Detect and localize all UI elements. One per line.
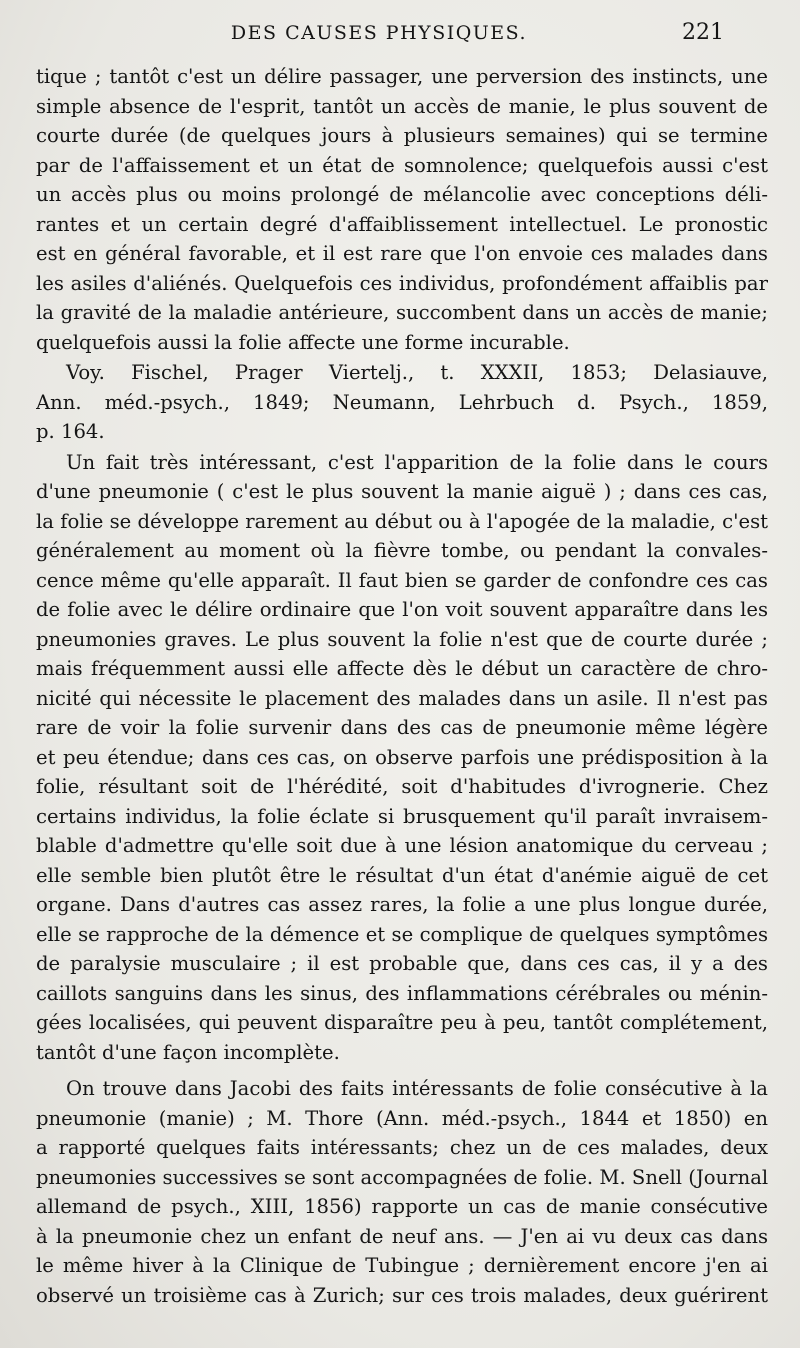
text-line: tantôt d'une façon incomplète.	[36, 1040, 340, 1064]
text-line: pneumonie (manie) ; M. Thore (Ann. méd.-psych., 1844 et 1850) en	[36, 1106, 768, 1130]
text-line: elle semble bien plutôt être le résultat d'un état d'anémie aiguë de cet	[36, 863, 768, 887]
text-line: un accès plus ou moins prolongé de mélancolie avec conceptions déli-	[36, 183, 768, 206]
page-number: 221	[682, 20, 724, 45]
text-line: blable d'admettre qu'elle soit due à une lésion anatomique du cerveau ;	[36, 834, 768, 857]
paragraph-references	[36, 358, 768, 447]
page-header	[34, 22, 724, 50]
text-line: a rapporté quelques faits intéressants; chez un de ces malades, deux	[36, 1136, 768, 1159]
text-line: elle se rapproche de la démence et se complique de quelques symptômes	[36, 922, 768, 946]
text-line: On trouve dans Jacobi des faits intéressants de folie consécutive à la	[66, 1077, 768, 1100]
text-line: rantes et un certain degré d'affaiblissement intellectuel. Le pronostic	[36, 212, 768, 236]
paragraph-pneumonia-insanity	[36, 448, 768, 1068]
body-text	[36, 62, 768, 1311]
paragraph-case-reports	[36, 1074, 768, 1310]
text-line: rare de voir la folie survenir dans des cas de pneumonie même légère	[36, 716, 768, 739]
text-line: quelquefois aussi la folie affecte une forme incurable.	[36, 330, 570, 354]
text-line: Ann. méd.-psych., 1849; Neumann, Lehrbuch d. Psych., 1859,	[36, 390, 768, 414]
text-line: observé un troisième cas à Zurich; sur ces trois malades, deux guérirent	[36, 1283, 768, 1307]
text-line: gées localisées, qui peuvent disparaître peu à peu, tantôt complétement,	[36, 1011, 768, 1034]
text-line: allemand de psych., XIII, 1856) rapporte un cas de manie consécutive	[36, 1195, 768, 1218]
text-line: courte durée (de quelques jours à plusieurs semaines) qui se termine	[36, 124, 768, 147]
text-line: simple absence de l'esprit, tantôt un accès de manie, le plus souvent de	[36, 94, 768, 118]
text-line: est en général favorable, et il est rare que l'on envoie ces malades dans	[36, 242, 768, 265]
text-line: caillots sanguins dans les sinus, des inflammations cérébrales ou ménin-	[36, 981, 768, 1005]
text-line: de paralysie musculaire ; il est probable que, dans ces cas, il y a des	[36, 952, 768, 975]
text-line: p. 164.	[36, 420, 105, 443]
text-line: la folie se développe rarement au début ou à l'apogée de la maladie, c'est	[36, 509, 768, 533]
text-line: généralement au moment où la fièvre tombe, ou pendant la convales-	[36, 539, 768, 562]
text-line: et peu étendue; dans ces cas, on observe parfois une prédisposition à la	[36, 745, 768, 769]
text-line: Un fait très intéressant, c'est l'apparition de la folie dans le cours	[66, 450, 768, 474]
text-line: la gravité de la maladie antérieure, succombent dans un accès de manie;	[36, 301, 768, 324]
text-line: cence même qu'elle apparaît. Il faut bien se garder de confondre ces cas	[36, 568, 768, 592]
text-line: de folie avec le délire ordinaire que l'on voit souvent apparaître dans les	[36, 598, 768, 621]
text-line: pneumonies graves. Le plus souvent la folie n'est que de courte durée ;	[36, 627, 768, 651]
text-line: organe. Dans d'autres cas assez rares, la folie a une plus longue durée,	[36, 893, 768, 916]
text-line: folie, résultant soit de l'hérédité, soit d'habitudes d'ivrognerie. Chez	[36, 775, 768, 798]
text-line: le même hiver à la Clinique de Tubingue ; dernièrement encore j'en ai	[36, 1254, 768, 1277]
text-line: à la pneumonie chez un enfant de neuf ans. — J'en ai vu deux cas dans	[36, 1224, 768, 1248]
paragraph-delirium-forms	[36, 62, 768, 357]
text-line: certains individus, la folie éclate si brusquement qu'il paraît invraisem-	[36, 804, 768, 828]
text-line: les asiles d'aliénés. Quelquefois ces individus, profondément affaiblis par	[36, 271, 768, 295]
text-line: Voy. Fischel, Prager Viertelj., t. XXXII, 1853; Delasiauve,	[66, 361, 768, 384]
text-line: tique ; tantôt c'est un délire passager, une perversion des instincts, une	[36, 65, 768, 88]
text-line: mais fréquemment aussi elle affecte dès le début un caractère de chro-	[36, 657, 768, 680]
running-head: DES CAUSES PHYSIQUES.	[230, 22, 528, 44]
text-line: par de l'affaissement et un état de somnolence; quelquefois aussi c'est	[36, 153, 768, 177]
text-line: pneumonies successives se sont accompagnées de folie. M. Snell (Journal	[36, 1165, 768, 1189]
text-line: d'une pneumonie ( c'est le plus souvent la manie aiguë ) ; dans ces cas,	[36, 480, 768, 503]
text-line: nicité qui nécessite le placement des malades dans un asile. Il n'est pas	[36, 686, 768, 710]
